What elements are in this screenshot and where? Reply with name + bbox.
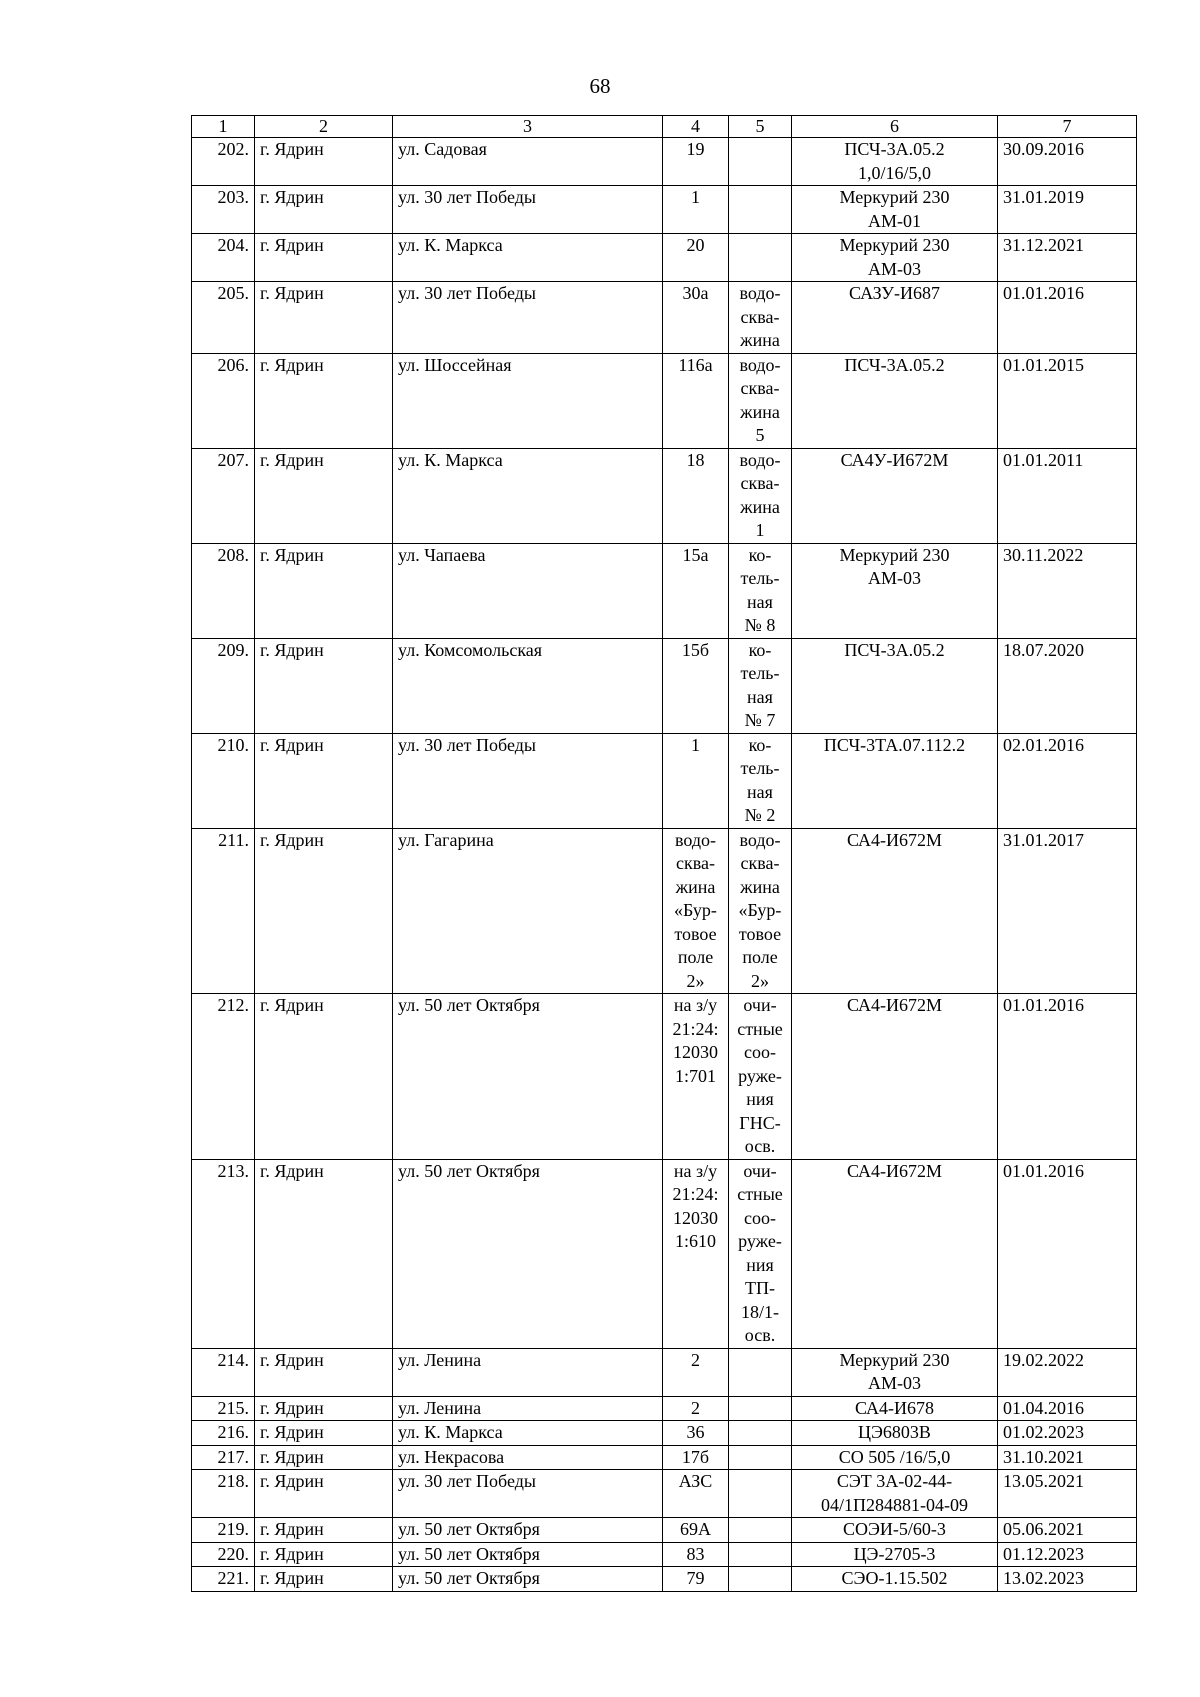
house-cell bbox=[663, 733, 729, 828]
object-cell bbox=[729, 1542, 792, 1567]
column-header: 1 bbox=[192, 116, 255, 138]
meter-cell bbox=[792, 138, 998, 186]
row-number: 209. bbox=[192, 638, 255, 733]
table-row bbox=[192, 733, 1137, 828]
date-cell: 05.06.2021 bbox=[998, 1518, 1137, 1543]
city-cell: г. Ядрин bbox=[255, 994, 393, 1160]
meter-cell bbox=[792, 1470, 998, 1518]
house-cell bbox=[663, 448, 729, 543]
object-cell-line: ко- bbox=[748, 639, 772, 660]
house-cell bbox=[663, 138, 729, 186]
house-cell-line: 17б bbox=[681, 1446, 710, 1467]
meter-cell-line: ПСЧ-3ТА.07.112.2 bbox=[823, 734, 966, 755]
house-cell-line: 12030 bbox=[673, 1042, 718, 1062]
house-cell bbox=[663, 1159, 729, 1348]
row-number: 219. bbox=[192, 1518, 255, 1543]
house-cell bbox=[663, 1518, 729, 1543]
meter-cell bbox=[792, 353, 998, 448]
meter-cell-line: АМ-03 bbox=[868, 568, 921, 588]
object-cell-line: «Бур- bbox=[738, 900, 782, 920]
object-cell bbox=[729, 1470, 792, 1518]
house-cell-line: товое bbox=[674, 923, 717, 944]
meter-cell-line: Меркурий 230 bbox=[839, 235, 950, 255]
meter-cell bbox=[792, 1159, 998, 1348]
object-cell bbox=[729, 1518, 792, 1543]
object-cell-line: № 8 bbox=[744, 615, 776, 635]
object-cell-line: жина bbox=[740, 496, 780, 517]
meter-cell-line: СА4У-И672М bbox=[840, 449, 949, 470]
object-cell-line: жина bbox=[740, 330, 780, 350]
row-number: 212. bbox=[192, 994, 255, 1160]
object-cell-line: 18/1- bbox=[741, 1301, 779, 1322]
date-cell: 13.02.2023 bbox=[998, 1567, 1137, 1592]
house-cell bbox=[663, 1470, 729, 1518]
meter-cell bbox=[792, 733, 998, 828]
house-cell bbox=[663, 282, 729, 354]
meter-cell bbox=[792, 543, 998, 638]
house-cell-line: 1 bbox=[691, 734, 700, 755]
house-cell bbox=[663, 186, 729, 234]
house-cell bbox=[663, 1421, 729, 1446]
object-cell-line: ко- bbox=[748, 734, 772, 755]
row-number: 207. bbox=[192, 448, 255, 543]
table-row bbox=[192, 1348, 1137, 1396]
object-cell-line: 5 bbox=[755, 425, 765, 445]
house-cell-line: 116а bbox=[678, 354, 713, 375]
meter-cell-line: СА4-И672М bbox=[846, 995, 943, 1015]
house-cell bbox=[663, 543, 729, 638]
object-cell-line: ная bbox=[747, 781, 773, 802]
city-cell: г. Ядрин bbox=[255, 733, 393, 828]
street-cell: ул. К. Маркса bbox=[393, 448, 663, 543]
house-cell-line: 2 bbox=[691, 1349, 700, 1370]
column-header: 7 bbox=[998, 116, 1137, 138]
object-cell-line: 2» bbox=[751, 970, 769, 991]
house-cell bbox=[663, 638, 729, 733]
meter-cell-line: ПСЧ-3А.05.2 bbox=[844, 639, 945, 660]
table-row bbox=[192, 186, 1137, 234]
object-cell-line: водо- bbox=[739, 283, 781, 303]
table-row bbox=[192, 1421, 1137, 1446]
street-cell: ул. К. Маркса bbox=[393, 234, 663, 282]
house-cell-line: 1:701 bbox=[674, 1065, 716, 1086]
date-cell: 30.11.2022 bbox=[998, 543, 1137, 638]
table-row bbox=[192, 282, 1137, 354]
city-cell: г. Ядрин bbox=[255, 1542, 393, 1567]
object-cell bbox=[729, 994, 792, 1160]
street-cell: ул. 50 лет Октября bbox=[393, 994, 663, 1160]
meter-cell bbox=[792, 638, 998, 733]
house-cell bbox=[663, 828, 729, 994]
table-row bbox=[192, 1445, 1137, 1470]
date-cell: 02.01.2016 bbox=[998, 733, 1137, 828]
meter-cell bbox=[792, 1445, 998, 1470]
meter-cell-line: Меркурий 230 bbox=[839, 544, 950, 565]
object-cell-line: водо- bbox=[739, 829, 781, 850]
house-cell-line: 2 bbox=[691, 1397, 700, 1418]
object-cell-line: № 7 bbox=[744, 710, 776, 730]
meter-cell bbox=[792, 1518, 998, 1543]
table-row bbox=[192, 448, 1137, 543]
column-header: 2 bbox=[255, 116, 393, 138]
meter-cell-line: АМ-03 bbox=[868, 258, 921, 279]
meter-cell-line: 1,0/16/5,0 bbox=[857, 162, 931, 183]
object-cell-line: товое bbox=[738, 923, 782, 944]
date-cell: 01.01.2016 bbox=[998, 994, 1137, 1160]
object-cell-line: ния bbox=[746, 1254, 774, 1275]
table-row bbox=[192, 638, 1137, 733]
table-row bbox=[192, 234, 1137, 282]
date-cell: 31.12.2021 bbox=[998, 234, 1137, 282]
meter-cell-line: Меркурий 230 bbox=[839, 1349, 950, 1370]
meter-cell-line: АМ-03 bbox=[868, 1373, 921, 1393]
city-cell: г. Ядрин bbox=[255, 543, 393, 638]
house-cell-line: 1:610 bbox=[674, 1231, 716, 1251]
table-row bbox=[192, 994, 1137, 1160]
city-cell: г. Ядрин bbox=[255, 1567, 393, 1592]
meter-cell-line: ЦЭ6803В bbox=[858, 1422, 931, 1442]
city-cell: г. Ядрин bbox=[255, 1348, 393, 1396]
meter-cell-line: САЗУ-И687 bbox=[849, 283, 940, 303]
row-number: 211. bbox=[192, 828, 255, 994]
row-number: 213. bbox=[192, 1159, 255, 1348]
street-cell: ул. Садовая bbox=[393, 138, 663, 186]
column-header: 3 bbox=[393, 116, 663, 138]
object-cell bbox=[729, 186, 792, 234]
object-cell bbox=[729, 1567, 792, 1592]
city-cell: г. Ядрин bbox=[255, 234, 393, 282]
house-cell bbox=[663, 1567, 729, 1592]
object-cell-line: № 2 bbox=[744, 805, 776, 825]
column-header: 4 bbox=[663, 116, 729, 138]
city-cell: г. Ядрин bbox=[255, 1445, 393, 1470]
meter-cell bbox=[792, 282, 998, 354]
object-cell bbox=[729, 448, 792, 543]
date-cell: 01.01.2016 bbox=[998, 282, 1137, 354]
object-cell bbox=[729, 1421, 792, 1446]
house-cell-line: на з/у bbox=[673, 995, 718, 1015]
object-cell-line: 1 bbox=[755, 520, 765, 540]
meter-cell bbox=[792, 994, 998, 1160]
house-cell-line: на з/у bbox=[673, 1160, 718, 1181]
house-cell-line: 21:24: bbox=[672, 1018, 719, 1039]
meter-cell-line: СОЭИ-5/60-3 bbox=[843, 1519, 946, 1539]
street-cell: ул. 50 лет Октября bbox=[393, 1567, 663, 1592]
object-cell-line: тель- bbox=[740, 663, 780, 683]
date-cell: 18.07.2020 bbox=[998, 638, 1137, 733]
street-cell: ул. Гагарина bbox=[393, 828, 663, 994]
row-number: 202. bbox=[192, 138, 255, 186]
city-cell: г. Ядрин bbox=[255, 282, 393, 354]
city-cell: г. Ядрин bbox=[255, 1421, 393, 1446]
city-cell: г. Ядрин bbox=[255, 353, 393, 448]
city-cell: г. Ядрин bbox=[255, 448, 393, 543]
house-cell-line: АЗС bbox=[678, 1471, 713, 1491]
house-cell-line: сква- bbox=[676, 853, 715, 873]
object-cell bbox=[729, 234, 792, 282]
object-cell-line: сква- bbox=[740, 378, 780, 398]
house-cell-line: 2» bbox=[686, 970, 705, 991]
date-cell: 01.01.2016 bbox=[998, 1159, 1137, 1348]
meter-cell-line: 04/1П284881-04-09 bbox=[821, 1494, 968, 1515]
house-cell bbox=[663, 1396, 729, 1421]
object-cell-line: осв. bbox=[744, 1136, 776, 1156]
object-cell-line: стные bbox=[737, 1184, 783, 1204]
object-cell-line: сква- bbox=[740, 473, 780, 493]
city-cell: г. Ядрин bbox=[255, 1470, 393, 1518]
table-row bbox=[192, 543, 1137, 638]
row-number: 204. bbox=[192, 234, 255, 282]
street-cell: ул. Некрасова bbox=[393, 1445, 663, 1470]
date-cell: 31.01.2017 bbox=[998, 828, 1137, 994]
row-number: 215. bbox=[192, 1396, 255, 1421]
object-cell-line: водо- bbox=[739, 449, 781, 470]
meter-cell-line: СО 505 /16/5,0 bbox=[838, 1446, 951, 1467]
house-cell-line: 1 bbox=[691, 187, 700, 207]
table-body bbox=[192, 138, 1137, 1592]
object-cell bbox=[729, 543, 792, 638]
house-cell bbox=[663, 1348, 729, 1396]
meter-cell bbox=[792, 1542, 998, 1567]
object-cell-line: руже- bbox=[738, 1231, 782, 1251]
meter-cell-line: ПСЧ-3А.05.2 bbox=[844, 354, 945, 375]
object-cell-line: жина bbox=[740, 876, 780, 897]
house-cell-line: 15а bbox=[682, 544, 709, 565]
object-cell-line: очи- bbox=[743, 1160, 777, 1181]
date-cell: 01.01.2011 bbox=[998, 448, 1137, 543]
date-cell: 31.10.2021 bbox=[998, 1445, 1137, 1470]
date-cell: 01.01.2015 bbox=[998, 353, 1137, 448]
meter-cell-line: ПСЧ-3А.05.2 bbox=[844, 139, 945, 159]
object-cell-line: ния bbox=[746, 1089, 774, 1109]
object-cell-line: тель- bbox=[740, 568, 780, 588]
row-number: 206. bbox=[192, 353, 255, 448]
object-cell bbox=[729, 1348, 792, 1396]
date-cell: 30.09.2016 bbox=[998, 138, 1137, 186]
house-cell-line: 18 bbox=[686, 449, 705, 470]
house-cell bbox=[663, 1445, 729, 1470]
house-cell bbox=[663, 1542, 729, 1567]
house-cell-line: 20 bbox=[686, 235, 705, 255]
street-cell: ул. 30 лет Победы bbox=[393, 1470, 663, 1518]
house-cell-line: 79 bbox=[686, 1568, 705, 1588]
row-number: 216. bbox=[192, 1421, 255, 1446]
row-number: 214. bbox=[192, 1348, 255, 1396]
meter-cell-line: АМ-01 bbox=[868, 210, 921, 231]
house-cell-line: жина bbox=[675, 876, 716, 897]
meter-cell-line: СА4-И678 bbox=[854, 1397, 935, 1418]
house-cell-line: 36 bbox=[686, 1422, 705, 1442]
city-cell: г. Ядрин bbox=[255, 638, 393, 733]
object-cell-line: ная bbox=[747, 686, 773, 707]
house-cell-line: 30а bbox=[682, 283, 709, 303]
date-cell: 01.04.2016 bbox=[998, 1396, 1137, 1421]
street-cell: ул. 50 лет Октября bbox=[393, 1518, 663, 1543]
row-number: 217. bbox=[192, 1445, 255, 1470]
page-number: 68 bbox=[589, 74, 611, 98]
object-cell bbox=[729, 638, 792, 733]
object-cell-line: стные bbox=[737, 1018, 783, 1039]
city-cell: г. Ядрин bbox=[255, 1518, 393, 1543]
table-row bbox=[192, 1542, 1137, 1567]
meter-cell-line: СЭТ 3А-02-44- bbox=[836, 1471, 953, 1491]
meter-cell bbox=[792, 828, 998, 994]
row-number: 205. bbox=[192, 282, 255, 354]
city-cell: г. Ядрин bbox=[255, 828, 393, 994]
row-number: 221. bbox=[192, 1567, 255, 1592]
date-cell: 31.01.2019 bbox=[998, 186, 1137, 234]
row-number: 218. bbox=[192, 1470, 255, 1518]
date-cell: 13.05.2021 bbox=[998, 1470, 1137, 1518]
column-header: 6 bbox=[792, 116, 998, 138]
house-cell-line: водо- bbox=[674, 829, 716, 850]
object-cell bbox=[729, 828, 792, 994]
object-cell-line: ТП- bbox=[745, 1278, 775, 1298]
column-header: 5 bbox=[729, 116, 792, 138]
street-cell: ул. 50 лет Октября bbox=[393, 1542, 663, 1567]
house-cell-line: поле bbox=[677, 947, 714, 967]
table-header-row bbox=[192, 116, 1137, 138]
house-cell-line: 83 bbox=[686, 1543, 705, 1564]
street-cell: ул. 50 лет Октября bbox=[393, 1159, 663, 1348]
object-cell-line: руже- bbox=[738, 1065, 782, 1086]
city-cell: г. Ядрин bbox=[255, 1159, 393, 1348]
row-number: 208. bbox=[192, 543, 255, 638]
meter-cell bbox=[792, 186, 998, 234]
street-cell: ул. 30 лет Победы bbox=[393, 733, 663, 828]
house-cell bbox=[663, 234, 729, 282]
house-cell-line: 21:24: bbox=[672, 1184, 719, 1204]
street-cell: ул. Ленина bbox=[393, 1396, 663, 1421]
city-cell: г. Ядрин bbox=[255, 138, 393, 186]
object-cell bbox=[729, 282, 792, 354]
house-cell bbox=[663, 353, 729, 448]
city-cell: г. Ядрин bbox=[255, 1396, 393, 1421]
object-cell-line: соо- bbox=[744, 1207, 776, 1228]
object-cell-line: жина bbox=[740, 401, 780, 422]
object-cell-line: тель- bbox=[740, 758, 780, 778]
meter-cell bbox=[792, 1396, 998, 1421]
object-cell-line: сква- bbox=[740, 853, 780, 873]
date-cell: 01.12.2023 bbox=[998, 1542, 1137, 1567]
house-cell-line: 19 bbox=[686, 139, 705, 159]
table-row bbox=[192, 828, 1137, 994]
object-cell bbox=[729, 733, 792, 828]
table-row bbox=[192, 1159, 1137, 1348]
row-number: 203. bbox=[192, 186, 255, 234]
object-cell-line: осв. bbox=[744, 1325, 776, 1345]
object-cell-line: ГНС- bbox=[739, 1112, 781, 1133]
meter-cell-line: Меркурий 230 bbox=[839, 187, 950, 207]
meter-cell bbox=[792, 1421, 998, 1446]
date-cell: 19.02.2022 bbox=[998, 1348, 1137, 1396]
object-cell-line: ная bbox=[747, 591, 773, 612]
table-row bbox=[192, 1567, 1137, 1592]
object-cell-line: водо- bbox=[739, 354, 781, 375]
object-cell bbox=[729, 138, 792, 186]
date-cell: 01.02.2023 bbox=[998, 1421, 1137, 1446]
house-cell-line: 12030 bbox=[673, 1207, 718, 1228]
object-cell-line: очи- bbox=[743, 995, 777, 1015]
street-cell: ул. К. Маркса bbox=[393, 1421, 663, 1446]
object-cell-line: соо- bbox=[744, 1042, 776, 1062]
city-cell: г. Ядрин bbox=[255, 186, 393, 234]
house-cell bbox=[663, 994, 729, 1160]
table-row bbox=[192, 1396, 1137, 1421]
meter-cell bbox=[792, 234, 998, 282]
row-number: 210. bbox=[192, 733, 255, 828]
table-row bbox=[192, 1470, 1137, 1518]
street-cell: ул. Комсомольская bbox=[393, 638, 663, 733]
row-number: 220. bbox=[192, 1542, 255, 1567]
object-cell-line: ко- bbox=[748, 544, 772, 565]
meter-cell-line: СА4-И672М bbox=[846, 829, 943, 850]
table-row bbox=[192, 1518, 1137, 1543]
meter-cell bbox=[792, 448, 998, 543]
object-cell bbox=[729, 1159, 792, 1348]
object-cell bbox=[729, 1445, 792, 1470]
table-row bbox=[192, 353, 1137, 448]
meter-cell-line: СЭО-1.15.502 bbox=[841, 1568, 948, 1588]
house-cell-line: «Бур- bbox=[674, 900, 717, 920]
house-cell-line: 15б bbox=[681, 639, 710, 660]
object-cell bbox=[729, 1396, 792, 1421]
street-cell: ул. Шоссейная bbox=[393, 353, 663, 448]
object-cell bbox=[729, 353, 792, 448]
house-cell-line: 69А bbox=[680, 1519, 711, 1539]
street-cell: ул. 30 лет Победы bbox=[393, 186, 663, 234]
street-cell: ул. Ленина bbox=[393, 1348, 663, 1396]
object-cell-line: сква- bbox=[740, 306, 780, 327]
meters-table bbox=[191, 115, 1137, 1592]
table-row bbox=[192, 138, 1137, 186]
meter-cell bbox=[792, 1348, 998, 1396]
meter-cell-line: ЦЭ-2705-3 bbox=[853, 1543, 936, 1564]
meter-cell-line: СА4-И672М bbox=[846, 1160, 943, 1181]
street-cell: ул. 30 лет Победы bbox=[393, 282, 663, 354]
object-cell-line: поле bbox=[742, 947, 778, 967]
meter-cell bbox=[792, 1567, 998, 1592]
street-cell: ул. Чапаева bbox=[393, 543, 663, 638]
